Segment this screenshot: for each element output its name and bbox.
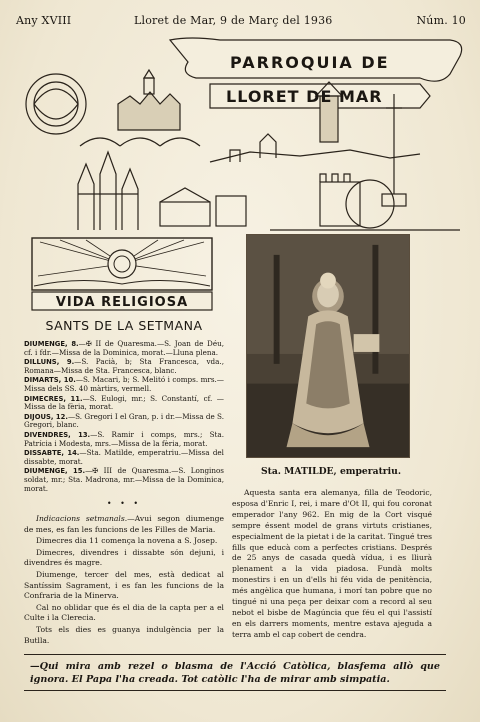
- saint-day: DIJOUS, 12.—S. Gregori I el Gran, p. i dr.—Missa de S. Gregori, blanc.: [24, 411, 224, 430]
- saint-day: DIUMENGE, 15.—✠ III de Quaresma.—S. Longinos soldat, mr.; Sta. Madrona, mr.—Missa de la Dominica, morat.: [24, 466, 224, 493]
- saint-day: DILLUNS, 9.—S. Pacià, b; Sta Francesca, vda., Romana—Missa de Sta. Francesca, blanc.: [24, 357, 225, 375]
- indicacions-paragraph: Indicacions setmanals.—Avui segon diumenge de mes, es fan les funcions de les Filles de Maria.: [24, 514, 225, 534]
- saint-day: DIMECRES, 11.—S. Eulogi, mr.; S. Constantí, cf. —Missa de la fèria, morat.: [24, 393, 224, 412]
- footer-quote: —Qui mira amb rezel o blasma de l'Acció Catòlica, blasfema allò que ignora. El Papa l'ha creada. Tot catòlic l'ha de mirar amb simpatia.: [30, 661, 440, 685]
- saint-day: DIMARTS, 10.—S. Macari, b; S. Melitó i comps. mrs.—Missa dels SS. 40 màrtirs, vermell.: [24, 375, 224, 393]
- indicacions-paragraph: Diumenge, tercer del mes, està dedicat al Santíssim Sagrament, i es fan les funcions de la Confraria de la Minerva.: [24, 570, 224, 601]
- indicacions-paragraph: Dimecres dia 11 comença la novena a S. Josep.: [36, 536, 218, 546]
- photo-caption: Sta. MATILDE, emperatriu.: [260, 466, 402, 477]
- volume-year: Any XVIII: [16, 14, 72, 27]
- banner-title-2: LLORET DE MAR: [226, 87, 383, 106]
- saint-day: DIVENDRES, 13.—S. Ramir i comps, mrs.; Sta. Patrícia i Modesta, mrs.—Missa de la fèria, morat.: [24, 429, 225, 448]
- saint-photo: [246, 234, 410, 458]
- right-column: [232, 488, 432, 642]
- issue-number: Núm. 10: [416, 14, 466, 27]
- vida-religiosa-title: VIDA RELIGIOSA: [55, 295, 189, 310]
- banner-title-1: PARROQUIA DE: [230, 53, 390, 72]
- section-separator: • • •: [106, 499, 142, 509]
- parish-town-drawing: [20, 34, 472, 232]
- header-illustration: [20, 34, 472, 232]
- indicacions-paragraph: Cal no oblidar que és el dia de la capta per a el Culte i la Clerecia.: [24, 602, 224, 623]
- saint-day: DIUMENGE, 8.—✠ II de Quaresma.—S. Joan de Déu, cf. i fdr.—Missa de la Dominica, morat.—Lluna plena.: [24, 339, 224, 357]
- article-paragraph: Aquesta santa era alemanya, filla de Teodoric, esposa d'Enric I, rei, i mare d'Ot II, qui fou coronat emperador l'any 962. En mig de la Cort visqué sempre éssent model de grans virtuts cristianes, especialment de la pietat i de la caritat. Tingué tres fills que educà com a perfectes cristians. Després de 25 anys de casada quedà vídua, i es lliurà plenament a la vida piadosa. Fundà molts monestirs i en un d'ells hi féu vida de penitència, més angèlica que humana, i morí tan pobre que no tingué ni una peça per deixar com a record al seu nebot el bisbe de Magúncia que féu el qui l'assistí en els darrers moments, mentre estava ajeguda a terra amb el cap cobert de cendra.: [232, 488, 432, 639]
- sants-title: SANTS DE LA SETMANA: [45, 318, 203, 333]
- footer-rule-bottom: [24, 690, 446, 691]
- vida-religiosa-banner: [30, 236, 214, 312]
- indicacions-paragraph: Tots els dies es guanya indulgència per la Butlla.: [24, 625, 224, 645]
- footer-rule-top: [24, 654, 446, 655]
- masthead: [16, 14, 466, 30]
- left-column: [24, 318, 224, 647]
- indicacions-paragraph: Dimecres, divendres i dissabte són dejuni, i divendres és magre.: [24, 547, 224, 568]
- saint-day: DISSABTE, 14.—Sta. Matilde, emperatriu.—Missa del dissabte, morat.: [24, 448, 224, 466]
- issue-date: Lloret de Mar, 9 de Març del 1936: [134, 14, 333, 27]
